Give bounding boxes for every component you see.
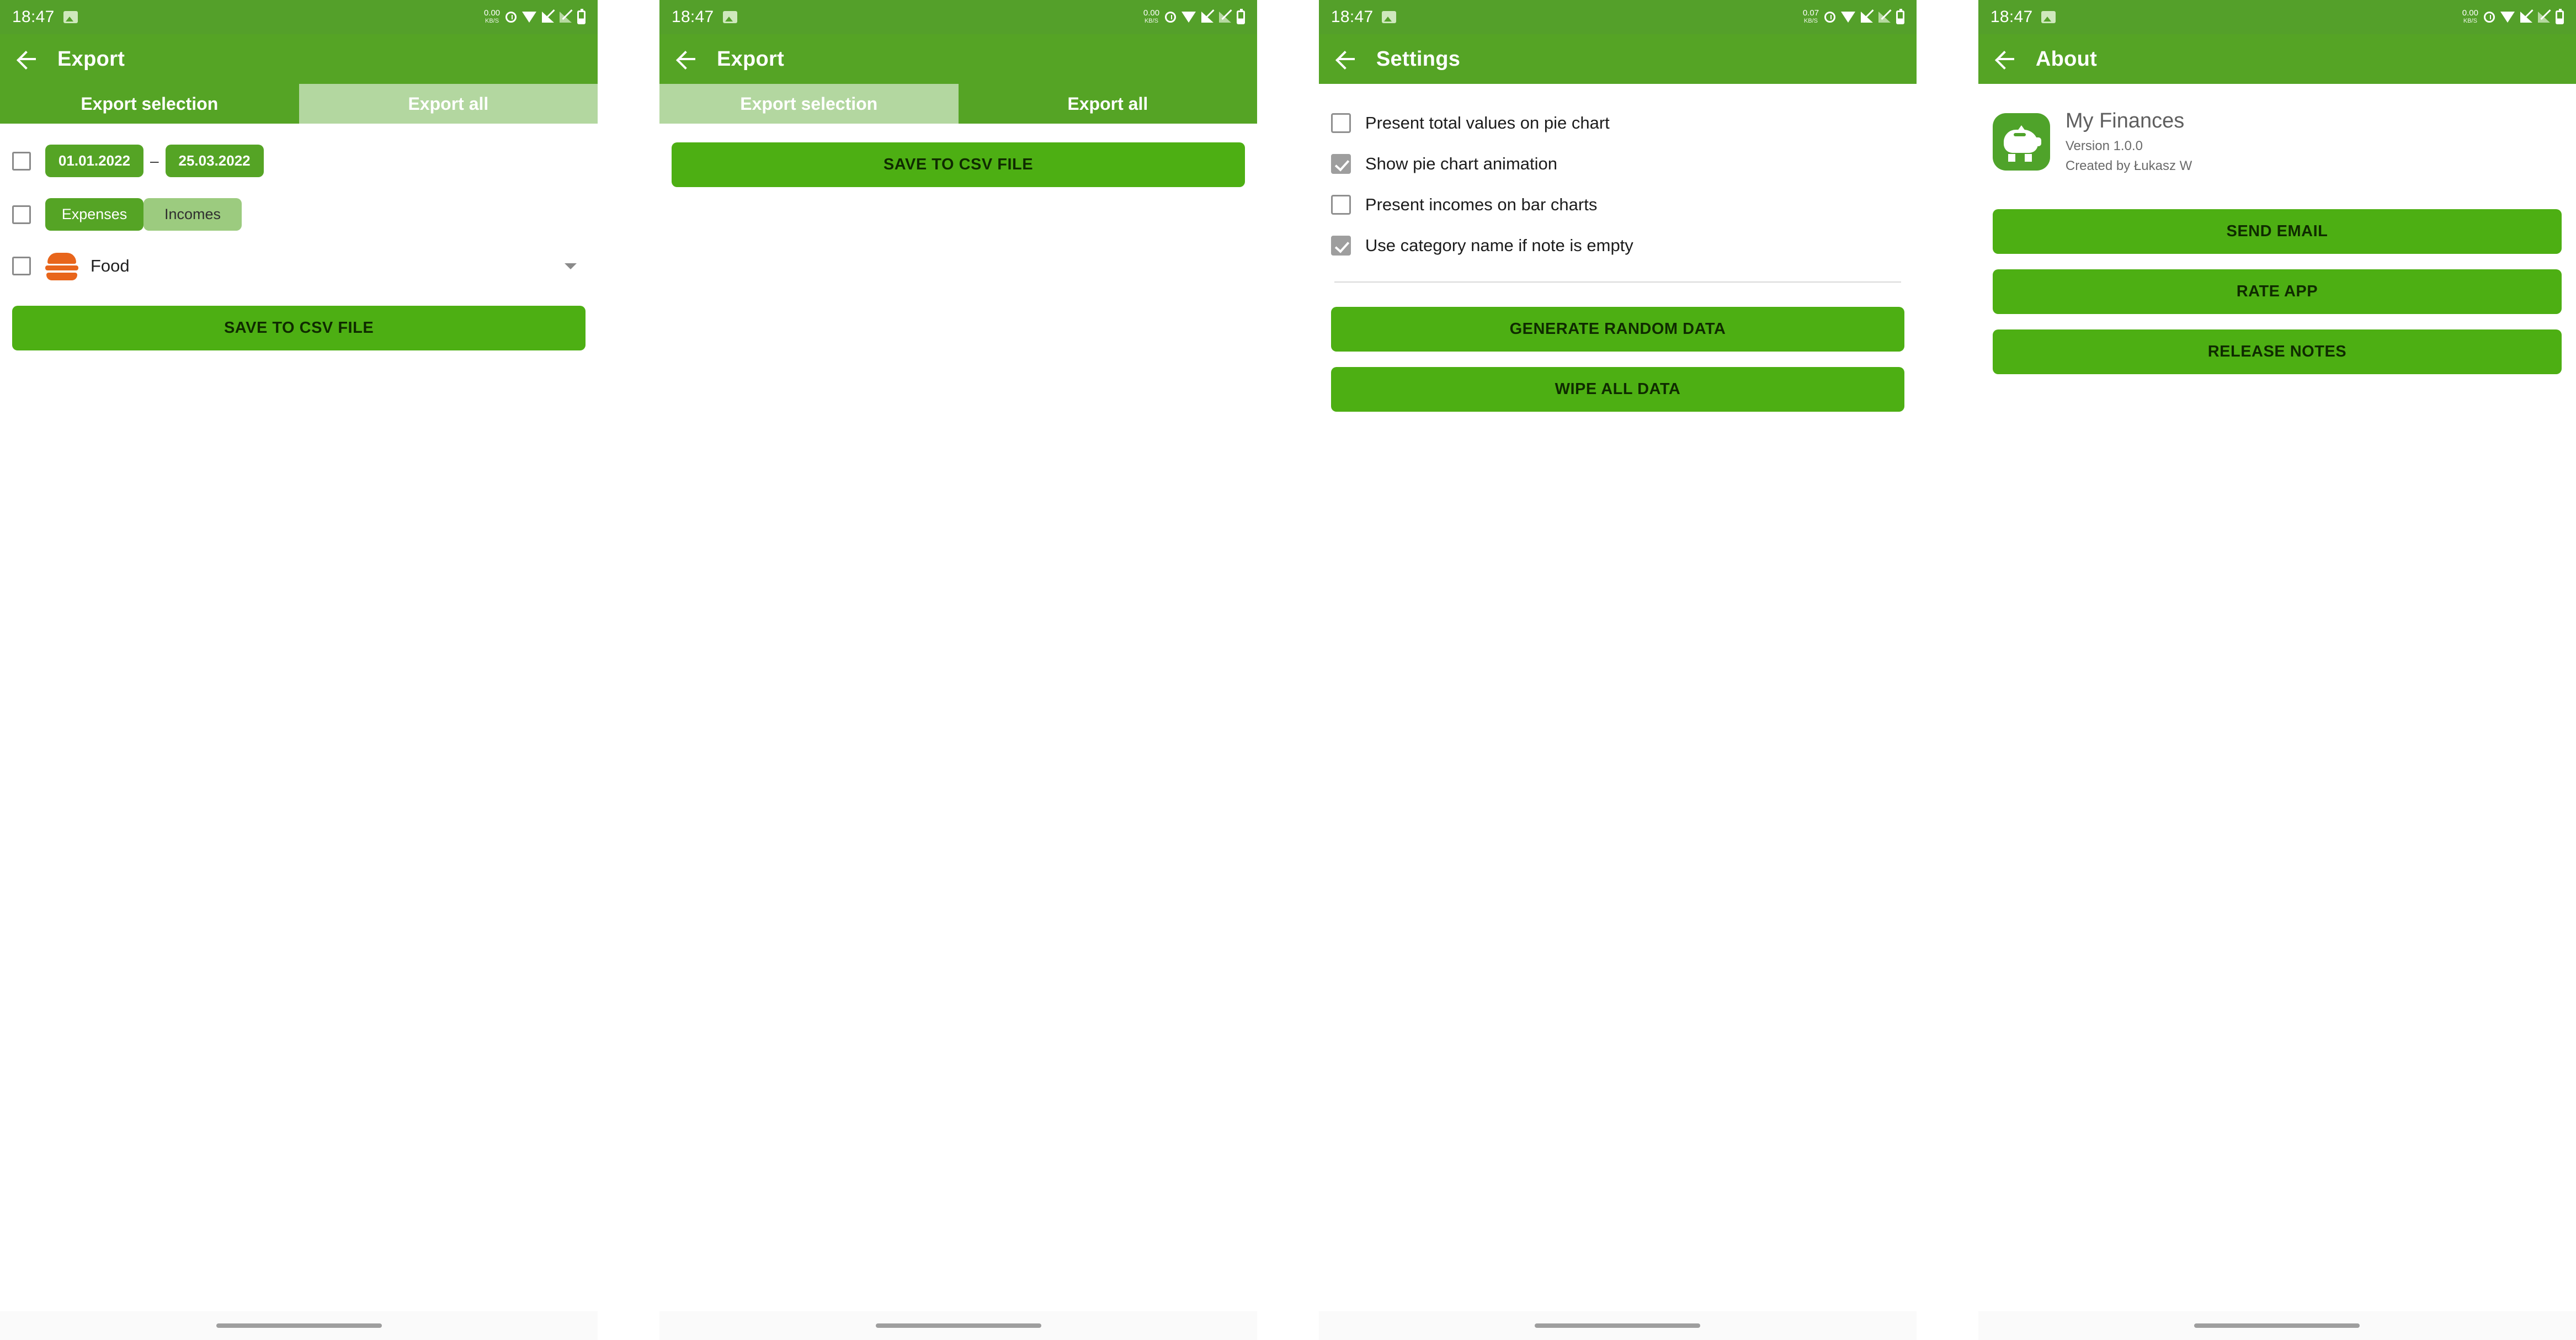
page-title: Export <box>57 47 125 71</box>
setting-label: Show pie chart animation <box>1365 154 1557 173</box>
tab-export-selection[interactable]: Export selection <box>81 93 219 114</box>
expenses-button[interactable]: Expenses <box>45 198 143 231</box>
page-title: Settings <box>1376 47 1461 71</box>
screen-gap-1 <box>598 0 659 1340</box>
status-bar <box>659 0 1257 34</box>
home-indicator[interactable] <box>216 1323 382 1328</box>
screen-export-selection <box>0 0 598 1340</box>
screen-gap-3 <box>1917 0 1978 1340</box>
about-header <box>1978 84 2576 174</box>
settings-options-list <box>1319 84 1917 266</box>
status-bar-time: 18:47 <box>12 8 55 26</box>
signal-muted-icon <box>1878 12 1891 23</box>
chevron-down-icon[interactable] <box>565 263 577 269</box>
screen-gap-2 <box>1257 0 1319 1340</box>
settings-divider <box>1334 281 1901 283</box>
page-title: About <box>2035 47 2098 71</box>
navigation-bar <box>1978 1311 2576 1340</box>
date-range-checkbox[interactable] <box>12 152 31 171</box>
status-bar <box>1319 0 1917 34</box>
wifi-icon <box>1841 12 1855 23</box>
battery-icon <box>2556 10 2564 24</box>
setting-label: Present incomes on bar charts <box>1365 195 1598 214</box>
screen-export-all <box>659 0 1257 1340</box>
setting-label: Present total values on pie chart <box>1365 113 1610 132</box>
back-arrow-icon[interactable] <box>12 44 43 75</box>
wifi-icon <box>1181 12 1196 23</box>
signal-muted-icon <box>1219 12 1231 23</box>
export-tabs <box>0 84 598 124</box>
navigation-bar <box>659 1311 1257 1340</box>
setting-row-incomes-bar[interactable] <box>1331 184 1904 225</box>
signal-icon <box>1861 12 1873 23</box>
page-title: Export <box>716 47 785 71</box>
export-tabs <box>659 84 1257 124</box>
save-csv-wrap <box>0 306 598 350</box>
home-indicator[interactable] <box>2194 1323 2360 1328</box>
status-bar-time: 18:47 <box>671 8 714 26</box>
data-rate-label: 0.07 KB/S <box>1802 8 1819 24</box>
signal-icon <box>542 12 554 23</box>
status-bar <box>1978 0 2576 34</box>
data-rate-label: 0.00 KB/S <box>2462 8 2478 24</box>
battery-icon <box>1237 10 1245 24</box>
generate-random-data-button[interactable]: GENERATE RANDOM DATA <box>1331 307 1904 352</box>
food-icon <box>45 252 78 280</box>
setting-label: Use category name if note is empty <box>1365 236 1633 255</box>
date-to-button[interactable]: 25.03.2022 <box>166 145 264 177</box>
back-arrow-icon[interactable] <box>1990 44 2021 75</box>
date-separator: – <box>150 152 159 169</box>
transaction-type-checkbox[interactable] <box>12 205 31 224</box>
setting-row-category-name[interactable] <box>1331 225 1904 266</box>
status-bar <box>0 0 598 34</box>
signal-muted-icon <box>2538 12 2550 23</box>
battery-icon <box>577 10 586 24</box>
save-csv-wrap <box>659 142 1257 187</box>
alarm-icon <box>2484 12 2495 23</box>
save-to-csv-button[interactable]: SAVE TO CSV FILE <box>672 142 1245 187</box>
save-to-csv-button[interactable]: SAVE TO CSV FILE <box>12 306 586 350</box>
release-notes-button[interactable]: RELEASE NOTES <box>1993 329 2562 374</box>
incomes-button[interactable]: Incomes <box>143 198 242 231</box>
date-from-button[interactable]: 01.01.2022 <box>45 145 143 177</box>
status-bar-time: 18:47 <box>1990 8 2033 26</box>
navigation-bar <box>1319 1311 1917 1340</box>
transaction-type-row <box>12 198 586 231</box>
app-author: Created by Łukasz W <box>2065 158 2192 173</box>
app-name: My Finances <box>2065 109 2185 132</box>
app-bar <box>659 34 1257 84</box>
rate-app-button[interactable]: RATE APP <box>1993 269 2562 314</box>
signal-icon <box>2520 12 2532 23</box>
date-range-row <box>12 145 586 177</box>
app-version: Version 1.0.0 <box>2065 139 2143 153</box>
home-indicator[interactable] <box>876 1323 1041 1328</box>
data-rate-label: 0.00 KB/S <box>483 8 501 24</box>
back-arrow-icon[interactable] <box>672 44 702 75</box>
back-arrow-icon[interactable] <box>1331 44 1362 75</box>
status-bar-time: 18:47 <box>1330 8 1374 26</box>
tab-export-selection[interactable]: Export selection <box>659 84 959 124</box>
about-buttons <box>1978 209 2576 374</box>
category-row <box>12 252 586 280</box>
checkbox-present-total-values[interactable] <box>1331 113 1351 133</box>
wifi-icon <box>522 12 536 23</box>
image-icon <box>63 11 78 23</box>
wipe-data-wrap <box>1319 367 1917 412</box>
app-bar <box>1978 34 2576 84</box>
wipe-all-data-button[interactable]: WIPE ALL DATA <box>1331 367 1904 412</box>
image-icon <box>1382 11 1396 23</box>
category-label: Food <box>91 256 130 275</box>
category-checkbox[interactable] <box>12 257 31 275</box>
alarm-icon <box>1165 12 1176 23</box>
tab-export-all[interactable]: Export all <box>299 84 598 124</box>
generate-data-wrap <box>1319 307 1917 352</box>
piggy-bank-icon <box>1993 113 2050 171</box>
image-icon <box>723 11 737 23</box>
wifi-icon <box>2500 12 2515 23</box>
battery-icon <box>1896 10 1904 24</box>
navigation-bar <box>0 1311 598 1340</box>
screen-settings <box>1319 0 1917 1340</box>
app-bar <box>0 34 598 84</box>
setting-row-pie-animation[interactable] <box>1331 143 1904 184</box>
alarm-icon <box>1824 12 1835 23</box>
setting-row-pie-total[interactable] <box>1331 103 1904 143</box>
send-email-button[interactable]: SEND EMAIL <box>1993 209 2562 254</box>
tab-export-all[interactable]: Export all <box>1067 93 1148 114</box>
data-rate-label: 0.00 KB/S <box>1143 8 1160 24</box>
export-form <box>0 145 598 280</box>
screen-about <box>1978 0 2576 1340</box>
signal-icon <box>1201 12 1214 23</box>
home-indicator[interactable] <box>1535 1323 1700 1328</box>
signal-muted-icon <box>560 12 572 23</box>
checkbox-show-pie-animation[interactable] <box>1331 154 1351 174</box>
image-icon <box>2041 11 2056 23</box>
app-bar <box>1319 34 1917 84</box>
checkbox-present-incomes-bar[interactable] <box>1331 195 1351 215</box>
checkbox-use-category-name[interactable] <box>1331 236 1351 256</box>
alarm-icon <box>505 12 517 23</box>
